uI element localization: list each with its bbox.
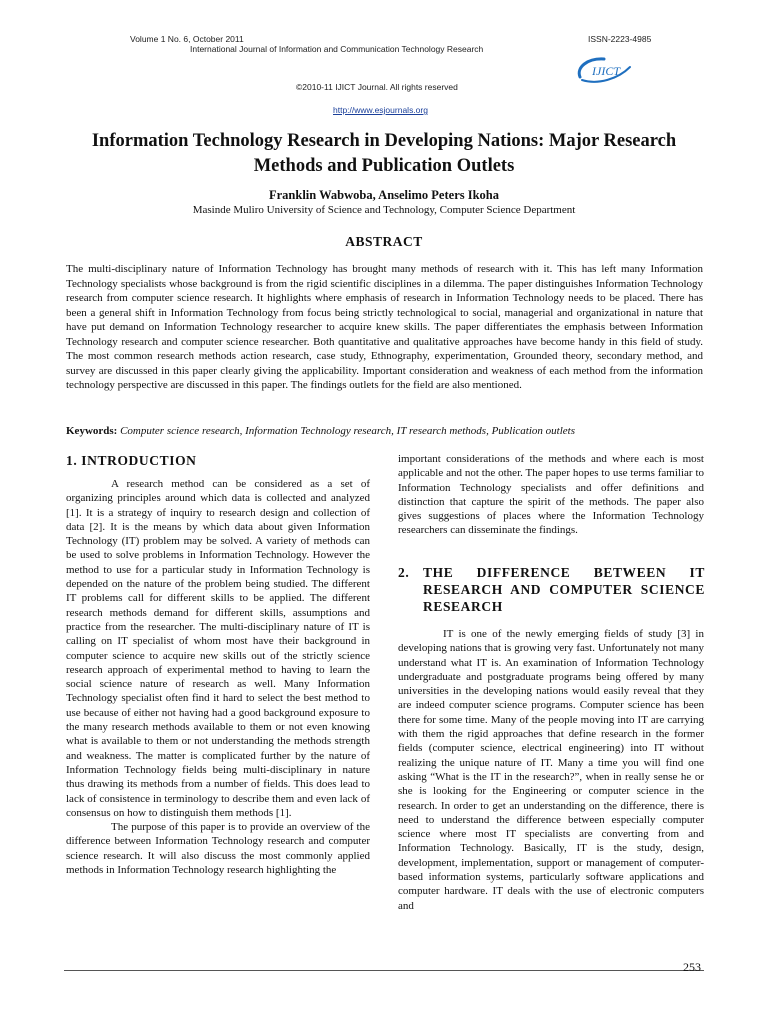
abstract-text: The multi-disciplinary nature of Information Technology has brought many methods of research with it. This has left many Information Technology specialists whose background is from the rigid scientific disciplines in a dilemma. The paper distinguishes Information Technology research from computer science research. It highlights where emphasis of research in Information Technology needs to be placed. There has been a general shift in Information Technology from focus being strictly technological to social, managerial and organizational in nature that have put demand on Information Technology researcher to acquire knew skills. The paper differentiates the emphasis between Information Technology research and computer science researcher. Both quantitative and qualitative approaches have become handy in this field of study. The most common research methods action research, case study, Ethnography, experimentation, Grounded theory, secondary method, and survey are discussed in this paper clearly giving the applicability. Important consideration and weakness of each method from the information technology perspective are discussed in this paper. The findings outlets for the field are also mentioned. (66, 263, 703, 391)
right-column-bottom (398, 627, 704, 913)
right-column-top (398, 452, 704, 538)
copyright-notice: ©2010-11 IJICT Journal. All rights reserved (296, 82, 458, 92)
page-number: 253 (683, 960, 701, 974)
keywords-list: Computer science research, Information Technology research, IT research methods, Publication outlets (120, 425, 575, 437)
volume-info: Volume 1 No. 6, October 2011 (130, 34, 244, 44)
section-heading-introduction: 1. INTRODUCTION (66, 453, 197, 468)
keywords-line (66, 425, 703, 437)
journal-logo (574, 55, 638, 85)
section2-paragraph-1: IT is one of the newly emerging fields of study [3] in developing nations that is growing very fast. Unfortunately not many understand what IT is. An examination of Information Technology undergraduate and postgraduate programs being offered by many universities in the developing nations would easily reveal that they are indeed computer science programs. Computer science has been there for some time. Many of the people moving into IT are carrying with them the rigid approaches that define research in the former fields (computer science, electrical engineering) into IT without realizing the unique nature of IT. Many a time you will find one asking “What is the IT in the research?”, when in really sense he or she is looking for the Engineering or computer science in the research. In order to get an understanding on the difference, there is need to understand the difference between especially computer science where most IT specialists are converting from and Information Technology. Basically, IT is the study, design, development, implementation, support or management of computer-based information systems, particularly software applications and computer hardware. IT deals with the use of electronic computers and (398, 628, 704, 912)
paper-title: Information Technology Research in Developing Nations: Major Research Methods and Publication Outlets (91, 131, 677, 176)
paper-authors: Franklin Wabwoba, Anselimo Peters Ikoha (268, 188, 499, 202)
intro-paragraph-2-continued: important considerations of the methods and where each is most applicable and not the other. The paper hopes to use terms familiar to Information Technology specialists and offer definitions and distinction that capture the spirit of the methods. The paper also gives suggestions of places where the Information Technology researchers can disseminate the findings. (398, 453, 704, 537)
svg-text:IJICT: IJICT (592, 64, 620, 78)
journal-name: International Journal of Information and Communication Technology Research (190, 44, 484, 54)
footer-rule (64, 970, 704, 971)
journal-url-link[interactable]: http://www.esjournals.org (333, 105, 428, 115)
abstract-heading: ABSTRACT (345, 234, 423, 249)
keywords-label: Keywords: (66, 425, 118, 437)
section-number-2: 2. (398, 565, 410, 580)
issn: ISSN-2223-4985 (588, 34, 652, 44)
author-affiliation: Masinde Muliro University of Science and Technology, Computer Science Department (192, 204, 576, 216)
intro-paragraph-1: A research method can be considered as a set of organizing principles around which data is collected and analyzed [1]. It is a strategy of inquiry to research design and collection of data [2]. It is the means by which data about given Information Technology (IT) problem may be solved. A variety of methods can be used to solve problems in Information Technology. However the method to use for a particular study in Information Technology is depended on the nature of the problem being studied. The different IT problems call for different skills to be applied. The different research methods demand for different skills, assumptions and practice from the researcher. The multi-disciplinary nature of IT is calling on IT specialist of whom most have their background in computer science to acquire new skills out of the strictly science research approach of experimental method to having to learn the social science nature of research as well. Many Information Technology specialist often find it hard to select the best method to use because of either not having had a good background exposure to the many research methods available to them or not even knowing what is available to them or not understanding the methods strength and weakness. The matter is complicated further by the nature of Information Technology fields being multi-disciplinary in nature thus drawing its methods from a number of fields. This does lead to lack of consistence in terminology to describe them and even lack of consensus on how to distinguish them methods [1]. (66, 478, 370, 819)
section-heading-difference: THE DIFFERENCE BETWEEN IT RESEARCH AND COMPUTER SCIENCE RESEARCH (423, 565, 705, 614)
left-column (66, 477, 370, 877)
intro-paragraph-2: The purpose of this paper is to provide an overview of the difference between Information Technology research and computer science research. It will also discuss the most commonly applied methods in Information Technology research highlighting the (66, 821, 370, 877)
